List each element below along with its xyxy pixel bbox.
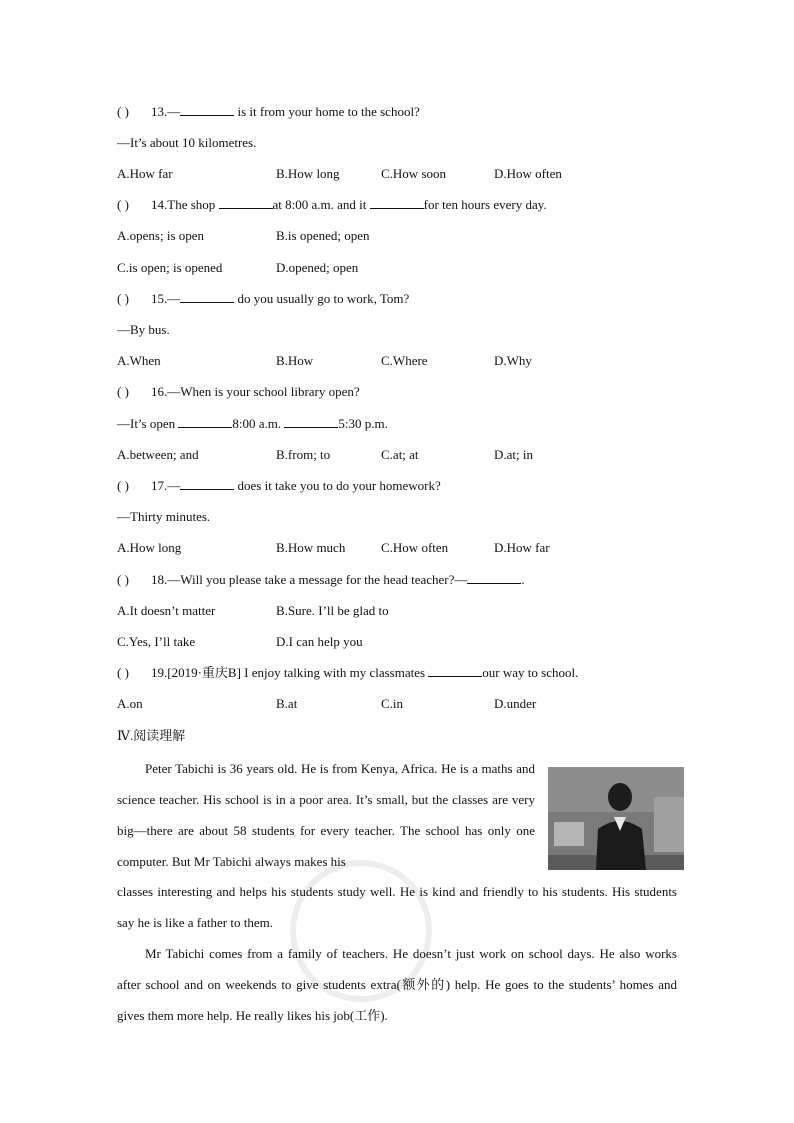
option: D.Why xyxy=(494,353,532,368)
options-row xyxy=(117,352,677,370)
teacher-photo-image xyxy=(548,767,684,870)
question-text: 16.—When is your school library open? xyxy=(151,384,360,399)
answer-blank xyxy=(180,103,234,116)
question-text: 14.The shop xyxy=(151,197,219,212)
question-text: does it take you to do your homework? xyxy=(234,478,441,493)
question-19 xyxy=(117,664,578,682)
option: B.from; to xyxy=(276,447,331,462)
answer-blank xyxy=(219,196,273,209)
question-text: . xyxy=(521,572,525,587)
option: C.How soon xyxy=(381,166,447,181)
reply-line: —By bus. xyxy=(117,322,170,337)
options-row xyxy=(117,227,677,245)
question-text: at 8:00 a.m. and it xyxy=(272,197,370,212)
question-text: our way to school. xyxy=(482,665,579,680)
answer-blank xyxy=(180,290,234,303)
answer-blank xyxy=(467,571,521,584)
answer-paren: ( ) xyxy=(117,572,129,587)
passage-paragraph-1: Peter Tabichi is 36 years old. He is from Kenya, Africa. He is a maths and science teacher. His school is in a poor area. It’s small, but the classes are very big—there are about 58 students for every teacher. The school has only one computer. But Mr Tabichi always makes his xyxy=(117,761,535,869)
reply-line: —Thirty minutes. xyxy=(117,509,211,524)
reply-text: 8:00 a.m. xyxy=(232,416,285,431)
answer-paren: ( ) xyxy=(117,384,129,399)
reply-text: —It’s open xyxy=(117,416,179,431)
question-18 xyxy=(117,571,525,589)
question-14 xyxy=(117,196,547,214)
option: C.in xyxy=(381,696,404,711)
option: A.When xyxy=(117,353,161,368)
option: A.How long xyxy=(117,540,182,555)
options-row xyxy=(117,165,677,183)
reply-text: 5:30 p.m. xyxy=(338,416,388,431)
question-text: 15.— xyxy=(151,291,181,306)
option: C.How often xyxy=(381,540,449,555)
question-text: 19.[2019·重庆B] I enjoy talking with my classmates xyxy=(151,665,429,680)
options-row xyxy=(117,695,677,713)
answer-blank xyxy=(428,664,482,677)
option: A.on xyxy=(117,696,143,711)
option: A.It doesn’t matter xyxy=(117,603,216,618)
options-row xyxy=(117,446,677,464)
option: D.How far xyxy=(494,540,550,555)
option: C.at; at xyxy=(381,447,419,462)
question-text: for ten hours every day. xyxy=(423,197,547,212)
option: B.How much xyxy=(276,540,346,555)
option: B.How long xyxy=(276,166,340,181)
option: A.opens; is open xyxy=(117,228,205,243)
option: C.Yes, I’ll take xyxy=(117,634,196,649)
answer-blank xyxy=(178,415,232,428)
question-text: 17.— xyxy=(151,478,181,493)
question-17 xyxy=(117,477,441,495)
answer-blank xyxy=(180,477,234,490)
option: A.between; and xyxy=(117,447,199,462)
answer-paren: ( ) xyxy=(117,665,129,680)
question-text: do you usually go to work, Tom? xyxy=(234,291,410,306)
option: B.How xyxy=(276,353,314,368)
answer-paren: ( ) xyxy=(117,478,129,493)
option: D.opened; open xyxy=(276,260,359,275)
passage-paragraph-2: Mr Tabichi comes from a family of teachers. He doesn’t just work on school days. He also works after school and on weekends to give students extra(额外的) help. He goes to the students’ homes and gives them more help. He really likes his job(工作). xyxy=(117,946,677,1023)
reply-line xyxy=(117,415,388,433)
answer-blank xyxy=(284,415,338,428)
options-row xyxy=(117,602,677,620)
option: D.under xyxy=(494,696,537,711)
option: C.is open; is opened xyxy=(117,260,223,275)
option: D.I can help you xyxy=(276,634,363,649)
passage-paragraph-1-continued: classes interesting and helps his students study well. He is kind and friendly to his students. His students say he is like a father to them. xyxy=(117,884,677,930)
question-16 xyxy=(117,383,360,401)
option: D.at; in xyxy=(494,447,533,462)
option: B.at xyxy=(276,696,298,711)
answer-blank xyxy=(370,196,424,209)
question-text: 18.—Will you please take a message for the head teacher?— xyxy=(151,572,468,587)
answer-paren: ( ) xyxy=(117,104,129,119)
reply-line: —It’s about 10 kilometres. xyxy=(117,135,257,150)
question-15 xyxy=(117,290,409,308)
options-row xyxy=(117,259,677,277)
option: C.Where xyxy=(381,353,428,368)
options-row xyxy=(117,633,677,651)
options-row xyxy=(117,539,677,557)
answer-paren: ( ) xyxy=(117,291,129,306)
option: D.How often xyxy=(494,166,562,181)
question-text: is it from your home to the school? xyxy=(234,104,420,119)
section-title: Ⅳ.阅读理解 xyxy=(117,728,186,743)
question-13 xyxy=(117,103,420,121)
question-text: 13.— xyxy=(151,104,181,119)
option: B.Sure. I’ll be glad to xyxy=(276,603,389,618)
answer-paren: ( ) xyxy=(117,197,129,212)
teacher-photo xyxy=(548,767,684,870)
option: A.How far xyxy=(117,166,173,181)
option: B.is opened; open xyxy=(276,228,370,243)
